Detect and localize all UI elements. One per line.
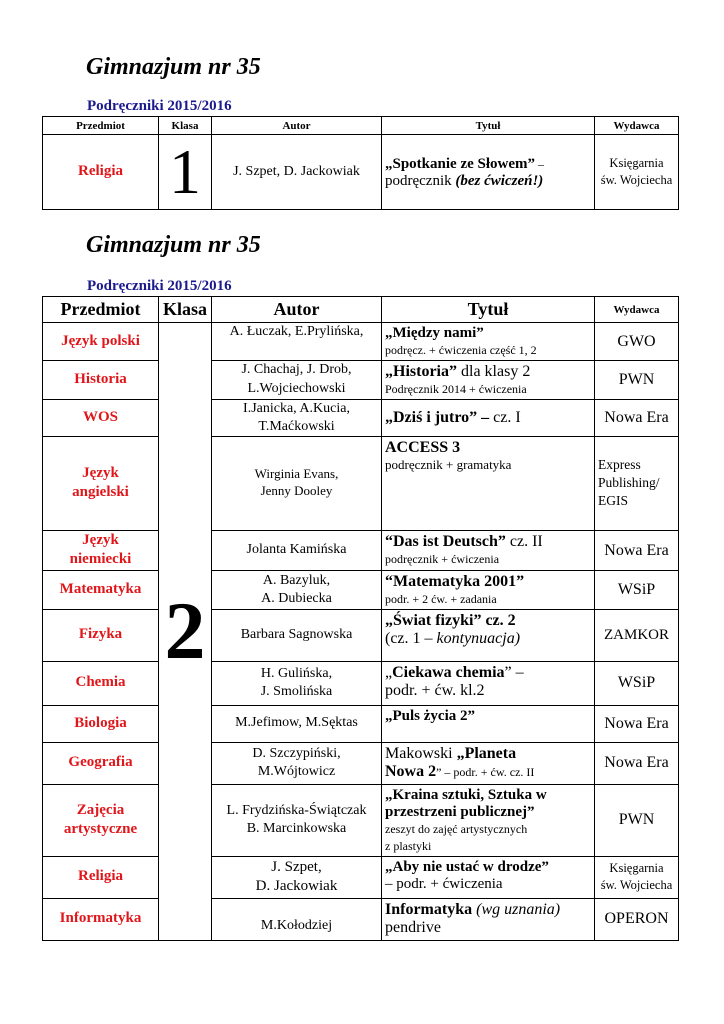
title-bold: „Spotkanie ze Słowem” — [385, 155, 535, 172]
publisher-line-1: Księgarnia — [609, 861, 664, 876]
table-row — [43, 570, 679, 609]
author-cell — [212, 661, 382, 705]
publisher-cell: PWN — [595, 784, 679, 856]
title-main-1: „Kraina sztuki, Sztuka w — [385, 786, 547, 803]
subject-cell: Chemia — [43, 661, 159, 705]
title-bold: Informatyka — [385, 900, 473, 918]
title-sub: podręcznik + gramatyka — [385, 457, 512, 473]
title-main: „Puls życia 2” — [385, 707, 475, 724]
title-sub: Podręcznik 2014 + ćwiczenia — [385, 381, 527, 396]
title-sub: podr. + 2 ćw. + zadania — [385, 592, 497, 607]
subject-line-2: artystyczne — [63, 821, 138, 838]
author-line-1: H. Gulińska, — [260, 665, 333, 681]
title-italic: kontynuacja) — [436, 629, 521, 647]
title-line-2: pendrive — [385, 918, 441, 936]
author-cell: J. Szpet, D. Jackowiak — [212, 135, 382, 210]
author-line-2: Jenny Dooley — [260, 483, 333, 499]
subheading-2: Podręczniki 2015/2016 — [87, 278, 232, 294]
title-cell — [382, 399, 595, 436]
header-wydawca: Wydawca — [595, 117, 679, 135]
publisher-cell — [595, 135, 679, 210]
author-cell: Jolanta Kamińska — [212, 530, 382, 570]
title-main: „Między nami” — [385, 325, 484, 341]
title-sub: podręcznik + ćwiczenia — [385, 552, 500, 567]
title-plain: (cz. 1 – — [385, 629, 437, 647]
title-sub-1: zeszyt do zajęć artystycznych — [385, 822, 528, 837]
subject-cell: Religia — [43, 856, 159, 898]
publisher-line-2: św. Wojciecha — [600, 173, 673, 187]
title-main: „Aby nie ustać w drodze” — [385, 858, 549, 875]
table-row — [43, 323, 679, 361]
subject-cell: Fizyka — [43, 609, 159, 661]
table-row — [43, 856, 679, 898]
title-cell — [382, 135, 595, 210]
publisher-cell: Nowa Era — [595, 705, 679, 742]
title-rest: cz. II — [505, 532, 543, 550]
publisher-cell: Nowa Era — [595, 742, 679, 784]
author-line-1: L. Frydzińska-Świątczak — [226, 802, 367, 818]
table-row — [43, 135, 679, 210]
title-cell — [382, 360, 595, 399]
publisher-cell: WSiP — [595, 661, 679, 705]
table-row — [43, 784, 679, 856]
subject-line-1: Język — [82, 531, 119, 548]
header-tytul: Tytuł — [382, 117, 595, 135]
header-klasa: Klasa — [159, 297, 212, 323]
subject-cell: Informatyka — [43, 898, 159, 940]
title-post: ” – — [504, 663, 524, 681]
title-italic: (bez ćwiczeń!) — [455, 173, 544, 189]
title-main: ACCESS 3 — [385, 438, 461, 456]
table-row — [43, 661, 679, 705]
author-cell — [212, 360, 382, 399]
title-cell — [382, 784, 595, 856]
subject-cell: Język polski — [43, 323, 159, 361]
title-small: ” – podr. + ćw. cz. II — [436, 764, 535, 779]
author-line-1: J. Chachaj, J. Drob, — [241, 362, 352, 378]
title-cell — [382, 705, 595, 742]
table-row — [43, 436, 679, 530]
title-cell — [382, 856, 595, 898]
title-bold-2: Nowa 2 — [385, 762, 437, 780]
page-heading-1: Gimnazjum nr 35 — [86, 54, 261, 80]
title-rest: dla klasy 2 — [457, 362, 531, 380]
author-line-2: A. Dubiecka — [261, 590, 332, 606]
author-line-1: I.Janicka, A.Kucia, — [243, 400, 350, 416]
author-cell — [212, 784, 382, 856]
author-cell: Barbara Sagnowska — [212, 609, 382, 661]
title-pre: „ — [385, 663, 393, 681]
publisher-cell: PWN — [595, 360, 679, 399]
author-line-2: L.Wojciechowski — [247, 380, 346, 396]
page-heading-2: Gimnazjum nr 35 — [86, 232, 261, 258]
subject-cell: Biologia — [43, 705, 159, 742]
title-cell — [382, 570, 595, 609]
title-bold: “Das ist Deutsch” — [385, 532, 506, 550]
title-bold: „Dziś i jutro” – — [385, 409, 490, 427]
table-row — [43, 360, 679, 399]
title-bold: Ciekawa chemia — [392, 663, 505, 681]
subject-cell: Geografia — [43, 742, 159, 784]
subject-cell — [43, 436, 159, 530]
title-sub: podręcz. + ćwiczenia część 1, 2 — [385, 343, 537, 358]
publisher-cell: Nowa Era — [595, 530, 679, 570]
title-cell — [382, 898, 595, 940]
header-autor: Autor — [212, 117, 382, 135]
subheading-1: Podręczniki 2015/2016 — [87, 98, 232, 114]
author-cell: M.Jefimow, M.Sęktas — [212, 705, 382, 742]
author-cell — [212, 856, 382, 898]
title-sub-2: z plastyki — [385, 839, 432, 854]
table-row — [43, 705, 679, 742]
publisher-cell: OPERON — [595, 898, 679, 940]
author-cell — [212, 742, 382, 784]
publisher-cell — [595, 856, 679, 898]
publisher-line-2: św. Wojciecha — [600, 878, 673, 893]
table-header-row — [43, 117, 679, 135]
title-cell — [382, 530, 595, 570]
subject-line-2: niemiecki — [69, 551, 132, 568]
title-cell — [382, 742, 595, 784]
title-main-2: przestrzeni publicznej” — [385, 803, 535, 820]
author-line-1: D. Szczypiński, — [252, 745, 341, 761]
textbook-table-2 — [42, 296, 679, 941]
publisher-line-1: Księgarnia — [609, 156, 664, 171]
publisher-line-3: EGIS — [598, 493, 628, 509]
table-row — [43, 399, 679, 436]
publisher-cell: WSiP — [595, 570, 679, 609]
title-bold: „Planeta — [456, 744, 517, 762]
title-cell — [382, 661, 595, 705]
publisher-cell: GWO — [595, 323, 679, 361]
publisher-line-1: Express — [598, 457, 641, 473]
subject-cell: Religia — [43, 135, 159, 210]
title-cell — [382, 323, 595, 361]
table-row — [43, 742, 679, 784]
subject-line-1: Język — [82, 464, 119, 481]
author-line-2: T.Maćkowski — [258, 418, 335, 434]
publisher-cell: Nowa Era — [595, 399, 679, 436]
publisher-line-2: Publishing/ — [598, 475, 660, 491]
subject-cell — [43, 784, 159, 856]
title-cell — [382, 436, 595, 530]
publisher-cell — [595, 436, 679, 530]
author-line-2: J. Smolińska — [260, 684, 333, 700]
table-row — [43, 530, 679, 570]
author-cell: A. Łuczak, E.Prylińska, — [212, 323, 382, 361]
subject-cell: Historia — [43, 360, 159, 399]
title-plain: Makowski — [385, 744, 457, 762]
title-line-2: podr. + ćw. kl.2 — [385, 681, 485, 699]
header-przedmiot: Przedmiot — [43, 117, 159, 135]
header-autor: Autor — [212, 297, 382, 323]
title-cell — [382, 609, 595, 661]
title-sub: – podr. + ćwiczenia — [385, 875, 503, 892]
author-line-2: M.Wójtowicz — [257, 764, 336, 780]
author-cell: M.Kołodziej — [212, 898, 382, 940]
publisher-cell: ZAMKOR — [595, 609, 679, 661]
table-header-row — [43, 297, 679, 323]
header-przedmiot: Przedmiot — [43, 297, 159, 323]
table-row — [43, 898, 679, 940]
title-italic: (wg uznania) — [472, 900, 561, 918]
author-cell — [212, 436, 382, 530]
class-cell: 1 — [159, 135, 212, 210]
subject-line-1: Zajęcia — [76, 801, 125, 818]
class-cell: 2 — [159, 323, 212, 941]
title-rest: cz. I — [489, 409, 521, 427]
author-cell — [212, 399, 382, 436]
title-bold: „Historia” — [385, 362, 457, 380]
subject-line-2: angielski — [72, 484, 129, 501]
title-main: „Świat fizyki” cz. 2 — [385, 611, 516, 629]
author-line-1: A. Bazyluk, — [262, 572, 331, 588]
subject-cell: WOS — [43, 399, 159, 436]
author-line-2: D. Jackowiak — [255, 878, 338, 895]
title-dash: – — [535, 156, 544, 171]
subject-cell: Matematyka — [43, 570, 159, 609]
header-tytul: Tytuł — [382, 297, 595, 323]
table-row — [43, 609, 679, 661]
header-wydawca: Wydawca — [595, 297, 679, 323]
subject-cell — [43, 530, 159, 570]
author-line-1: J. Szpet, — [271, 858, 322, 875]
author-cell — [212, 570, 382, 609]
author-line-2: B. Marcinkowska — [246, 821, 347, 837]
header-klasa: Klasa — [159, 117, 212, 135]
textbook-table-1 — [42, 116, 679, 210]
title-main: “Matematyka 2001” — [385, 572, 525, 590]
author-line-1: Wirginia Evans, — [254, 466, 339, 482]
title-rest: podręcznik — [385, 173, 456, 189]
